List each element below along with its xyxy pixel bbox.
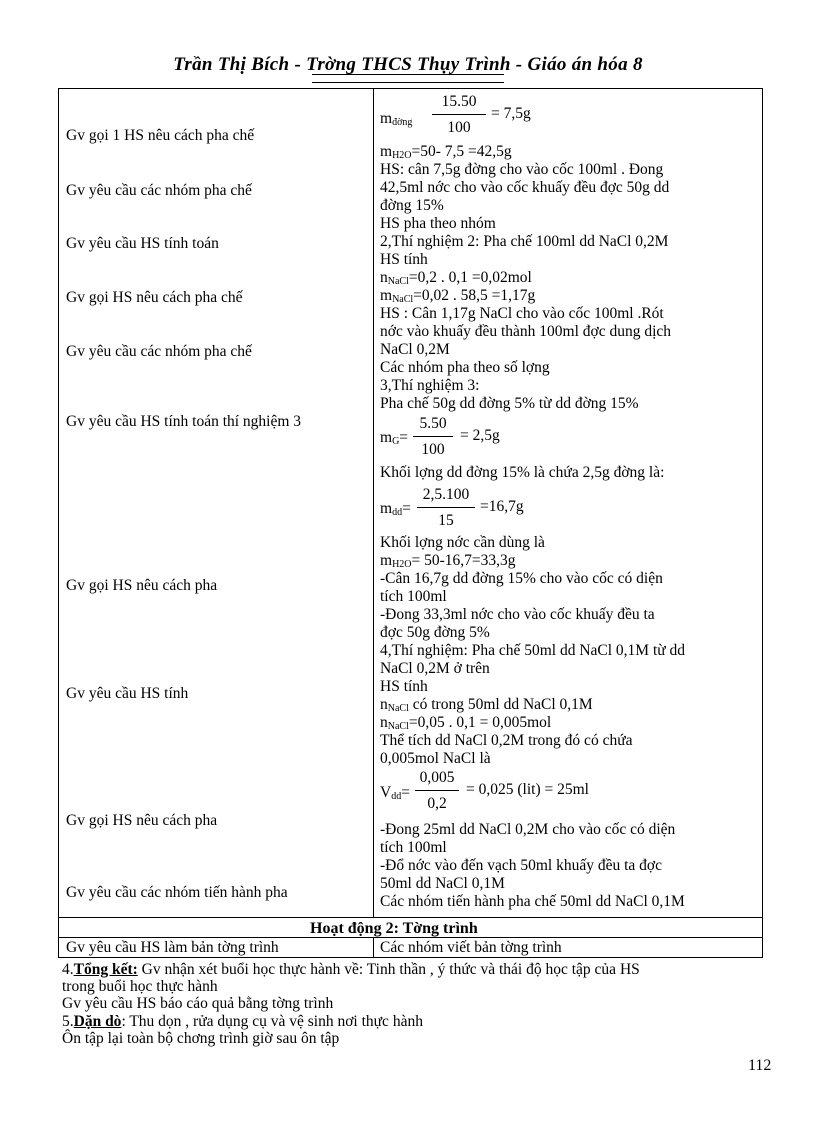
right-line: tích 100ml [380, 839, 447, 856]
left-cell-4: Gv gọi HS nêu cách pha chế [66, 289, 243, 306]
right-line: -Đong 33,3ml nớc cho vào cốc khuấy đều ta [380, 606, 655, 623]
right-line: 42,5ml nớc cho vào cốc khuấy đều đợc 50g dd [380, 179, 670, 196]
right-line: nớc vào khuấy đều thành 100ml đợc dung dịch [380, 323, 672, 340]
table-border-mid [58, 917, 763, 918]
page-header: Trần Thị Bích - Trờng THCS Thụy Trình - Giáo án hóa 8 [173, 54, 643, 75]
right-line: -Đổ nớc vào đến vạch 50ml khuấy đều ta đợc [380, 857, 662, 874]
table-border-bottom [58, 957, 763, 958]
left-cell-6: Gv yêu cầu HS tính toán thí nghiệm 3 [66, 413, 302, 430]
right-line: -Đong 25ml dd NaCl 0,2M cho vào cốc có diện [380, 821, 676, 838]
left-cell-7: Gv gọi HS nêu cách pha [66, 577, 218, 594]
section2-right: Các nhóm viết bản tờng trình [380, 939, 562, 956]
formula-m-g: $m_G=$ [380, 429, 409, 447]
frac3-denominator: 15 [438, 512, 454, 529]
left-cell-2: Gv yêu cầu các nhóm pha chế [66, 182, 252, 199]
right-line: -Cân 16,7g dd đờng 15% cho vào cốc có diện [380, 570, 663, 587]
right-line: 3,Thí nghiệm 3: [380, 377, 480, 394]
formula-n-nacl-1: $n_{NaCl}=0,2$ . 0,1 =0,02mol [380, 269, 532, 287]
left-cell-5: Gv yêu cầu các nhóm pha chế [66, 343, 252, 360]
right-line: Thể tích dd NaCl 0,2M trong đó có chứa [380, 732, 633, 749]
summary-paragraph: 4.Tổng kết: Gv nhận xét buổi học thực hành về: Tinh thần , ý thức và thái độ học tập của HS [62, 961, 640, 978]
table-column-divider [373, 88, 374, 918]
table-border-left [58, 88, 59, 958]
left-cell-3: Gv yêu cầu HS tính toán [66, 235, 219, 252]
left-cell-1: Gv gọi 1 HS nêu cách pha chế [66, 127, 255, 144]
formula-m-dd: $m_{dd}=$ [380, 500, 411, 518]
right-line: Các nhóm tiến hành pha chế 50ml dd NaCl 0,1M [380, 893, 685, 910]
right-line: HS: cân 7,5g đờng cho vào cốc 100ml . Đong [380, 161, 664, 178]
left-cell-9: Gv gọi HS nêu cách pha [66, 812, 218, 829]
left-cell-8: Gv yêu cầu HS tính [66, 685, 189, 702]
formula-n-nacl-2: $n_{NaCl}$ có trong 50ml dd NaCl 0,1M [380, 696, 593, 714]
page-number: 112 [748, 1057, 772, 1074]
frac4-numerator: 0,005 [419, 769, 455, 786]
cleanup-paragraph: 5.Dặn dò: Thu dọn , rửa dụng cụ và vệ sinh nơi thực hành [62, 1013, 423, 1030]
right-line: HS tính [380, 251, 428, 268]
right-line: đợc 50g đờng 5% [380, 624, 490, 641]
frac4-bar [415, 790, 459, 791]
frac3-numerator: 2,5.100 [422, 486, 470, 503]
frac2-bar [413, 436, 453, 437]
report-request: Gv yêu cầu HS báo cáo quả bằng tờng trình [62, 995, 334, 1012]
right-line: 50ml dd NaCl 0,1M [380, 875, 505, 892]
header-rule [312, 74, 504, 83]
frac3-bar [417, 507, 475, 508]
cleanup-heading: Dặn dò [73, 1013, 122, 1030]
table-column-divider-2 [373, 937, 374, 957]
activity-2-heading: Hoạt động 2: Tờng trình [310, 920, 478, 937]
right-line: 4,Thí nghiệm: Pha chế 50ml dd NaCl 0,1M từ dd [380, 642, 686, 659]
summary-heading: Tổng kết: [73, 961, 138, 978]
frac1-denominator: 100 [447, 119, 471, 136]
frac1-bar [432, 114, 486, 115]
right-line: Khối lợng dd đờng 15% là chứa 2,5g đờng là: [380, 464, 665, 481]
right-line: 0,005mol NaCl là [380, 750, 491, 767]
formula-n-nacl-3: $n_{NaCl}=0,05$ . 0,1 = 0,005mol [380, 714, 552, 732]
formula-m-duong: $m_{đờng}$ [380, 110, 413, 128]
formula-m-h2o-1: $m_{H2O}=50-$ 7,5 =42,5g [380, 143, 512, 161]
frac3-result: =16,7g [480, 498, 524, 515]
frac1-result: = 7,5g [491, 105, 531, 122]
right-line: Pha chế 50g dd đờng 5% từ dd đờng 15% [380, 395, 639, 412]
right-line: HS pha theo nhóm [380, 215, 496, 232]
frac2-denominator: 100 [421, 441, 445, 458]
right-line: HS : Cân 1,17g NaCl cho vào cốc 100ml .Rót [380, 305, 664, 322]
review-note: Ôn tập lại toàn bộ chơng trình giờ sau ôn tập [62, 1030, 340, 1047]
right-line: Khối lợng nớc cần dùng là [380, 534, 545, 551]
right-line: Các nhóm pha theo số lợng [380, 359, 550, 376]
table-border-right [762, 88, 763, 958]
summary-continued: trong buổi học thực hành [62, 978, 218, 995]
right-line: NaCl 0,2M ở trên [380, 660, 490, 677]
formula-v-dd: $V_{dd}=$ [380, 784, 410, 802]
right-line: HS tính [380, 678, 428, 695]
section2-left: Gv yêu cầu HS làm bản tờng trình [66, 939, 279, 956]
right-line: 2,Thí nghiệm 2: Pha chế 100ml dd NaCl 0,2M [380, 233, 669, 250]
right-line: tích 100ml [380, 588, 447, 605]
right-line: đờng 15% [380, 197, 444, 214]
frac4-denominator: 0,2 [427, 795, 447, 812]
frac2-result: = 2,5g [460, 427, 500, 444]
table-border-top [58, 88, 763, 89]
formula-m-nacl: $m_{NaCl}=0,02$ . 58,5 =1,17g [380, 287, 536, 305]
frac4-result: = 0,025 (lit) = 25ml [466, 781, 589, 798]
right-line: NaCl 0,2M [380, 341, 450, 358]
left-cell-10: Gv yêu cầu các nhóm tiến hành pha [66, 884, 288, 901]
formula-m-h2o-2: $m_{H2O}= 50-16,7=33,3g$ [380, 552, 516, 570]
frac2-numerator: 5.50 [419, 415, 447, 432]
frac1-numerator: 15.50 [441, 93, 477, 110]
